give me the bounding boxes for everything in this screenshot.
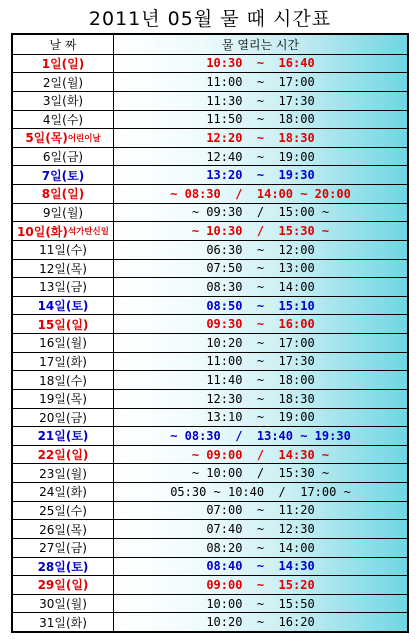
table-row	[13, 594, 407, 613]
table-row	[13, 575, 407, 594]
row-date-text: 4일(수)	[42, 112, 84, 127]
row-date-text: 17일(화)	[39, 354, 87, 369]
row-date-text: 28일(토)	[37, 559, 89, 574]
row-time: 11:50 ~ 18:00	[114, 111, 407, 129]
row-date	[13, 185, 114, 203]
table-row	[13, 333, 407, 352]
row-time: 06:30 ~ 12:00	[114, 241, 407, 259]
row-time: 10:20 ~ 17:00	[114, 334, 407, 352]
row-date-text: 8일(일)	[41, 187, 85, 202]
table-row	[13, 389, 407, 408]
table-row	[13, 519, 407, 538]
row-time: 10:20 ~ 16:20	[114, 613, 407, 631]
table-header-row	[13, 35, 407, 54]
row-time: 12:30 ~ 18:30	[114, 390, 407, 408]
table-row	[13, 54, 407, 73]
row-time: 10:30 ~ 16:40	[114, 55, 407, 73]
header-time: 물 열리는 시간	[114, 35, 407, 54]
row-holiday-note: 석가탄신일	[67, 227, 109, 238]
row-date	[13, 502, 114, 520]
row-date-text: 1일(일)	[41, 56, 85, 71]
row-date	[13, 613, 114, 631]
row-time: ~ 10:30 / 15:30 ~	[114, 222, 407, 240]
row-date	[13, 148, 114, 166]
row-time: 08:30 ~ 14:00	[114, 278, 407, 296]
row-date-text: 19일(목)	[39, 392, 87, 407]
row-time: 09:00 ~ 15:20	[114, 576, 407, 594]
row-date-text: 9일(월)	[42, 205, 84, 220]
row-date	[13, 539, 114, 557]
table-row	[13, 240, 407, 259]
table-row	[13, 612, 407, 631]
row-time: 11:00 ~ 17:00	[114, 73, 407, 91]
row-time: 13:10 ~ 19:00	[114, 409, 407, 427]
table-row	[13, 463, 407, 482]
row-time: 09:30 ~ 16:00	[114, 315, 407, 333]
row-date-text: 10일(화)	[17, 224, 68, 239]
row-date-text: 15일(일)	[37, 317, 89, 332]
row-date	[13, 278, 114, 296]
row-date	[13, 166, 114, 184]
row-date	[13, 409, 114, 427]
row-date	[13, 260, 114, 278]
row-time: 12:40 ~ 19:00	[114, 148, 407, 166]
table-row	[13, 91, 407, 110]
row-time: 10:00 ~ 15:50	[114, 595, 407, 613]
row-date-text: 23일(월)	[39, 466, 87, 481]
table-row	[13, 482, 407, 501]
row-time: ~ 09:00 / 14:30 ~	[114, 446, 407, 464]
row-date	[13, 129, 114, 147]
row-date-text: 21일(토)	[37, 429, 89, 444]
row-date	[13, 111, 114, 129]
table-row	[13, 352, 407, 371]
row-time: ~ 08:30 / 14:00 ~ 20:00	[114, 185, 407, 203]
row-date	[13, 520, 114, 538]
row-time: 07:40 ~ 12:30	[114, 520, 407, 538]
row-date	[13, 241, 114, 259]
row-date	[13, 427, 114, 445]
row-date	[13, 204, 114, 222]
row-date	[13, 334, 114, 352]
row-time: 07:00 ~ 11:20	[114, 502, 407, 520]
table-row	[13, 203, 407, 222]
header-date: 날 짜	[13, 35, 114, 54]
row-date	[13, 576, 114, 594]
row-time: 12:20 ~ 18:30	[114, 129, 407, 147]
row-date	[13, 315, 114, 333]
row-date-text: 2일(월)	[42, 75, 84, 90]
table-row	[13, 538, 407, 557]
row-time: 11:00 ~ 17:30	[114, 353, 407, 371]
table-row	[13, 501, 407, 520]
row-time: 11:30 ~ 17:30	[114, 92, 407, 110]
table-row	[13, 221, 407, 240]
table-row	[13, 165, 407, 184]
table-row	[13, 557, 407, 576]
table-row	[13, 277, 407, 296]
row-date-text: 11일(수)	[39, 243, 87, 258]
page-title: 2011년 05월 물 때 시간표	[88, 8, 332, 30]
table-row	[13, 445, 407, 464]
row-time: 05:30 ~ 10:40 / 17:00 ~	[114, 483, 407, 501]
row-date	[13, 73, 114, 91]
row-date-text: 12일(목)	[39, 261, 87, 276]
row-date-text: 16일(월)	[39, 336, 87, 351]
row-date-text: 30일(월)	[39, 597, 87, 612]
row-date	[13, 595, 114, 613]
table-row	[13, 147, 407, 166]
row-date	[13, 55, 114, 73]
row-date-text: 31일(화)	[39, 615, 87, 630]
table-row	[13, 128, 407, 147]
row-time: 13:20 ~ 19:30	[114, 166, 407, 184]
row-date	[13, 92, 114, 110]
row-time: 08:50 ~ 15:10	[114, 297, 407, 315]
row-date-text: 13일(금)	[39, 280, 87, 295]
row-time: ~ 10:00 / 15:30 ~	[114, 464, 407, 482]
row-date-text: 27일(금)	[39, 541, 87, 556]
table-row	[13, 259, 407, 278]
row-date-text: 22일(일)	[37, 448, 89, 463]
row-date-text: 7일(토)	[41, 168, 85, 183]
row-time: 11:40 ~ 18:00	[114, 371, 407, 389]
row-date	[13, 390, 114, 408]
row-time: ~ 09:30 / 15:00 ~	[114, 204, 407, 222]
tide-schedule-table	[11, 33, 409, 633]
row-date	[13, 371, 114, 389]
row-date	[13, 483, 114, 501]
row-date-text: 20일(금)	[39, 410, 87, 425]
table-row	[13, 370, 407, 389]
row-date-text: 6일(금)	[42, 150, 84, 165]
row-date	[13, 446, 114, 464]
row-date-text: 24일(화)	[39, 485, 87, 500]
row-time: 07:50 ~ 13:00	[114, 260, 407, 278]
row-date-text: 14일(토)	[37, 299, 89, 314]
row-date-text: 29일(일)	[37, 578, 89, 593]
row-holiday-note: 어린이날	[67, 133, 101, 144]
row-date	[13, 353, 114, 371]
table-row	[13, 184, 407, 203]
row-date	[13, 297, 114, 315]
table-row	[13, 110, 407, 129]
row-date-text: 18일(수)	[39, 373, 87, 388]
table-row	[13, 72, 407, 91]
row-time: ~ 08:30 / 13:40 ~ 19:30	[114, 427, 407, 445]
row-date-text: 3일(화)	[42, 94, 84, 109]
table-row	[13, 314, 407, 333]
row-time: 08:40 ~ 14:30	[114, 558, 407, 576]
row-date-text: 25일(수)	[39, 503, 87, 518]
table-row	[13, 296, 407, 315]
row-date	[13, 222, 114, 240]
row-date-text: 5일(목)	[25, 131, 68, 146]
row-time: 08:20 ~ 14:00	[114, 539, 407, 557]
table-row	[13, 426, 407, 445]
row-date	[13, 464, 114, 482]
row-date-text: 26일(목)	[39, 522, 87, 537]
table-row	[13, 408, 407, 427]
row-date	[13, 558, 114, 576]
